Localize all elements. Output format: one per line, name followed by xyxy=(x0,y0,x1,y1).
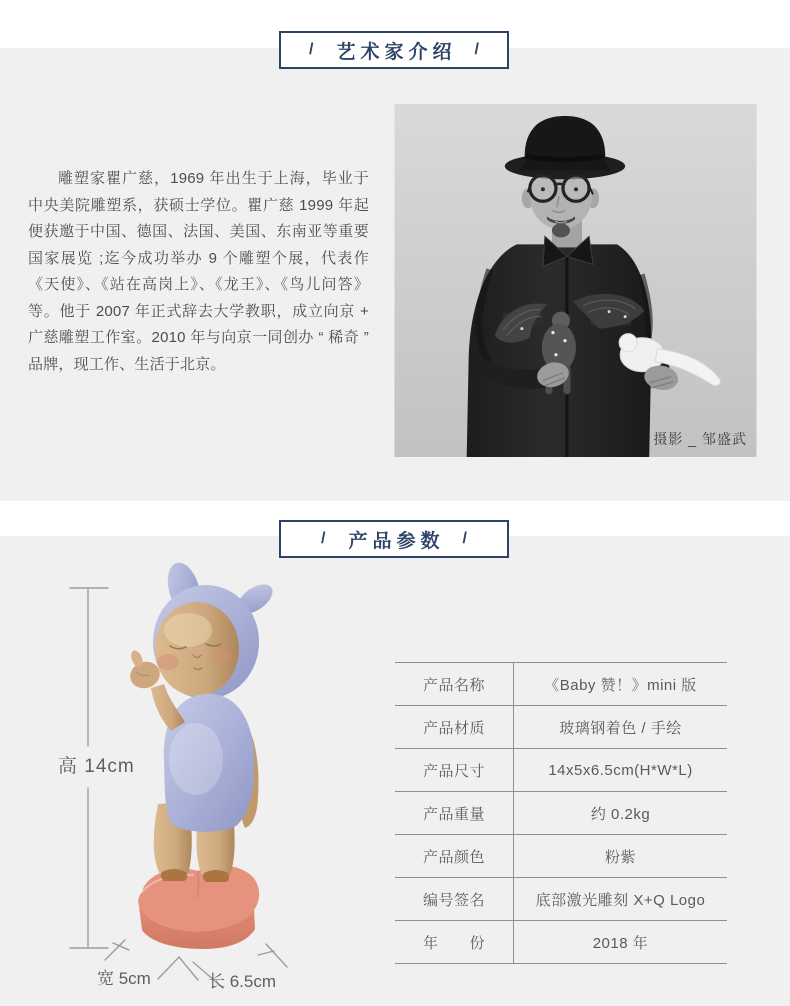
photo-credit: 摄影 _ 邹盛武 xyxy=(653,431,747,447)
spec-label: 产品尺寸 xyxy=(395,749,514,792)
table-row xyxy=(395,921,727,964)
artist-photo xyxy=(394,104,757,457)
spec-label: 产品材质 xyxy=(395,706,514,749)
artist-section-header xyxy=(279,31,509,69)
artist-bio-paragraph: 雕塑家瞿广慈，1969 年出生于上海，毕业于中央美院雕塑系，获硕士学位。瞿广慈 1999 年起便获邀于中国、德国、法国、美国、东南亚等重要国家展览 ;迄今成功举办 9 个雕塑个展，代表作《天使》、《站在高岗上》、《龙王》、《鸟儿问答》等。他于 2007 年正式辞去大学教职，成立向京 + 广慈雕塑工作室。2010 年与向京一同创办 “ 稀奇 ” 品牌，现工作、生活于北京。 xyxy=(28,170,369,373)
table-row xyxy=(395,835,727,878)
height-dimension-label: 高 14cm xyxy=(58,756,135,777)
header-slash: / xyxy=(321,530,326,547)
spec-value: 2018 年 xyxy=(514,921,728,964)
spec-value: 14x5x6.5cm(H*W*L) xyxy=(514,749,728,792)
spec-value: 约 0.2kg xyxy=(514,792,728,835)
spec-value: 粉紫 xyxy=(514,835,728,878)
spec-value: 《Baby 赞！》mini 版 xyxy=(514,663,728,706)
length-dimension-label: 长 6.5cm xyxy=(208,972,277,991)
spec-label: 编号签名 xyxy=(395,878,514,921)
product-section-title: 产品参数 xyxy=(348,530,445,552)
spec-label: 年 份 xyxy=(395,921,514,964)
table-row xyxy=(395,749,727,792)
width-dimension-label: 宽 5cm xyxy=(97,969,151,988)
spec-label: 产品名称 xyxy=(395,663,514,706)
spec-label: 产品颜色 xyxy=(395,835,514,878)
product-section-header xyxy=(279,520,509,558)
table-row xyxy=(395,706,727,749)
table-row xyxy=(395,792,727,835)
header-slash: / xyxy=(462,530,467,547)
header-slash: / xyxy=(309,41,314,58)
figurine-illustration xyxy=(118,556,278,956)
artist-portrait-illustration xyxy=(394,104,757,457)
spec-value: 玻璃钢着色 / 手绘 xyxy=(514,706,728,749)
spec-value: 底部激光雕刻 X+Q Logo xyxy=(514,878,728,921)
header-slash: / xyxy=(474,41,479,58)
artist-section-title: 艺术家介绍 xyxy=(336,41,457,63)
spec-label: 产品重量 xyxy=(395,792,514,835)
product-figurine-image xyxy=(118,556,278,961)
product-spec-table xyxy=(395,662,727,964)
table-row xyxy=(395,878,727,921)
table-row xyxy=(395,663,727,706)
